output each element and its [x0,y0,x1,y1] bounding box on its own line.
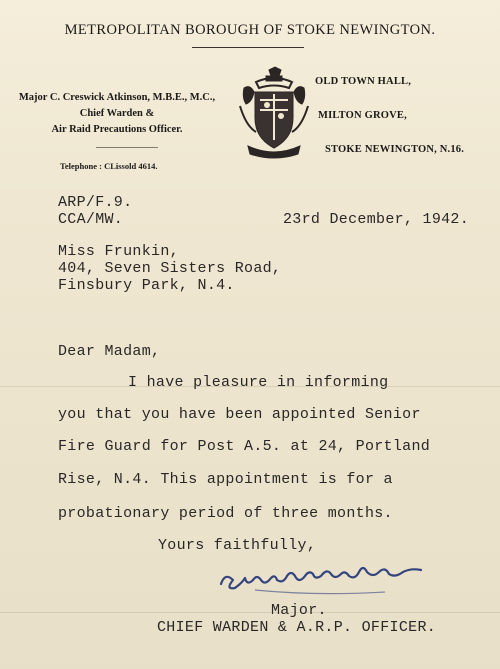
sender-role-2: Air Raid Precautions Officer. [51,124,183,135]
recipient-name: Miss Frunkin, [58,243,179,260]
salutation: Dear Madam, [58,343,161,360]
signatory-title: CHIEF WARDEN & A.R.P. OFFICER. [157,619,437,636]
address-line-2: MILTON GROVE, [318,110,407,121]
reference-2: CCA/MW. [58,211,124,228]
body-line: I have pleasure in informing [128,374,389,391]
title-rule [192,47,304,48]
address-line-3: STOKE NEWINGTON, N.16. [325,144,465,155]
closing: Yours faithfully, [158,537,317,554]
sender-name: Major C. Creswick Atkinson, M.B.E., M.C., [18,92,216,103]
paper-fold [0,612,500,613]
sender-rule [96,147,158,148]
signatory-rank: Major. [271,602,327,619]
body-line: probationary period of three months. [58,505,393,522]
handwritten-signature-icon [215,566,455,600]
recipient-district: Finsbury Park, N.4. [58,277,235,294]
body-line: you that you have been appointed Senior [58,406,421,423]
letter-date: 23rd December, 1942. [283,211,470,228]
body-line: Rise, N.4. This appointment is for a [58,471,393,488]
recipient-street: 404, Seven Sisters Road, [58,260,282,277]
address-line-1: OLD TOWN HALL, [315,76,412,87]
borough-title: METROPOLITAN BOROUGH OF STOKE NEWINGTON. [64,22,436,38]
borough-crest-icon [236,66,312,162]
body-line: Fire Guard for Post A.5. at 24, Portland [58,438,431,455]
telephone: Telephone : CLissold 4614. [60,161,158,171]
sender-role-1: Chief Warden & [79,108,155,119]
reference-1: ARP/F.9. [58,194,133,211]
